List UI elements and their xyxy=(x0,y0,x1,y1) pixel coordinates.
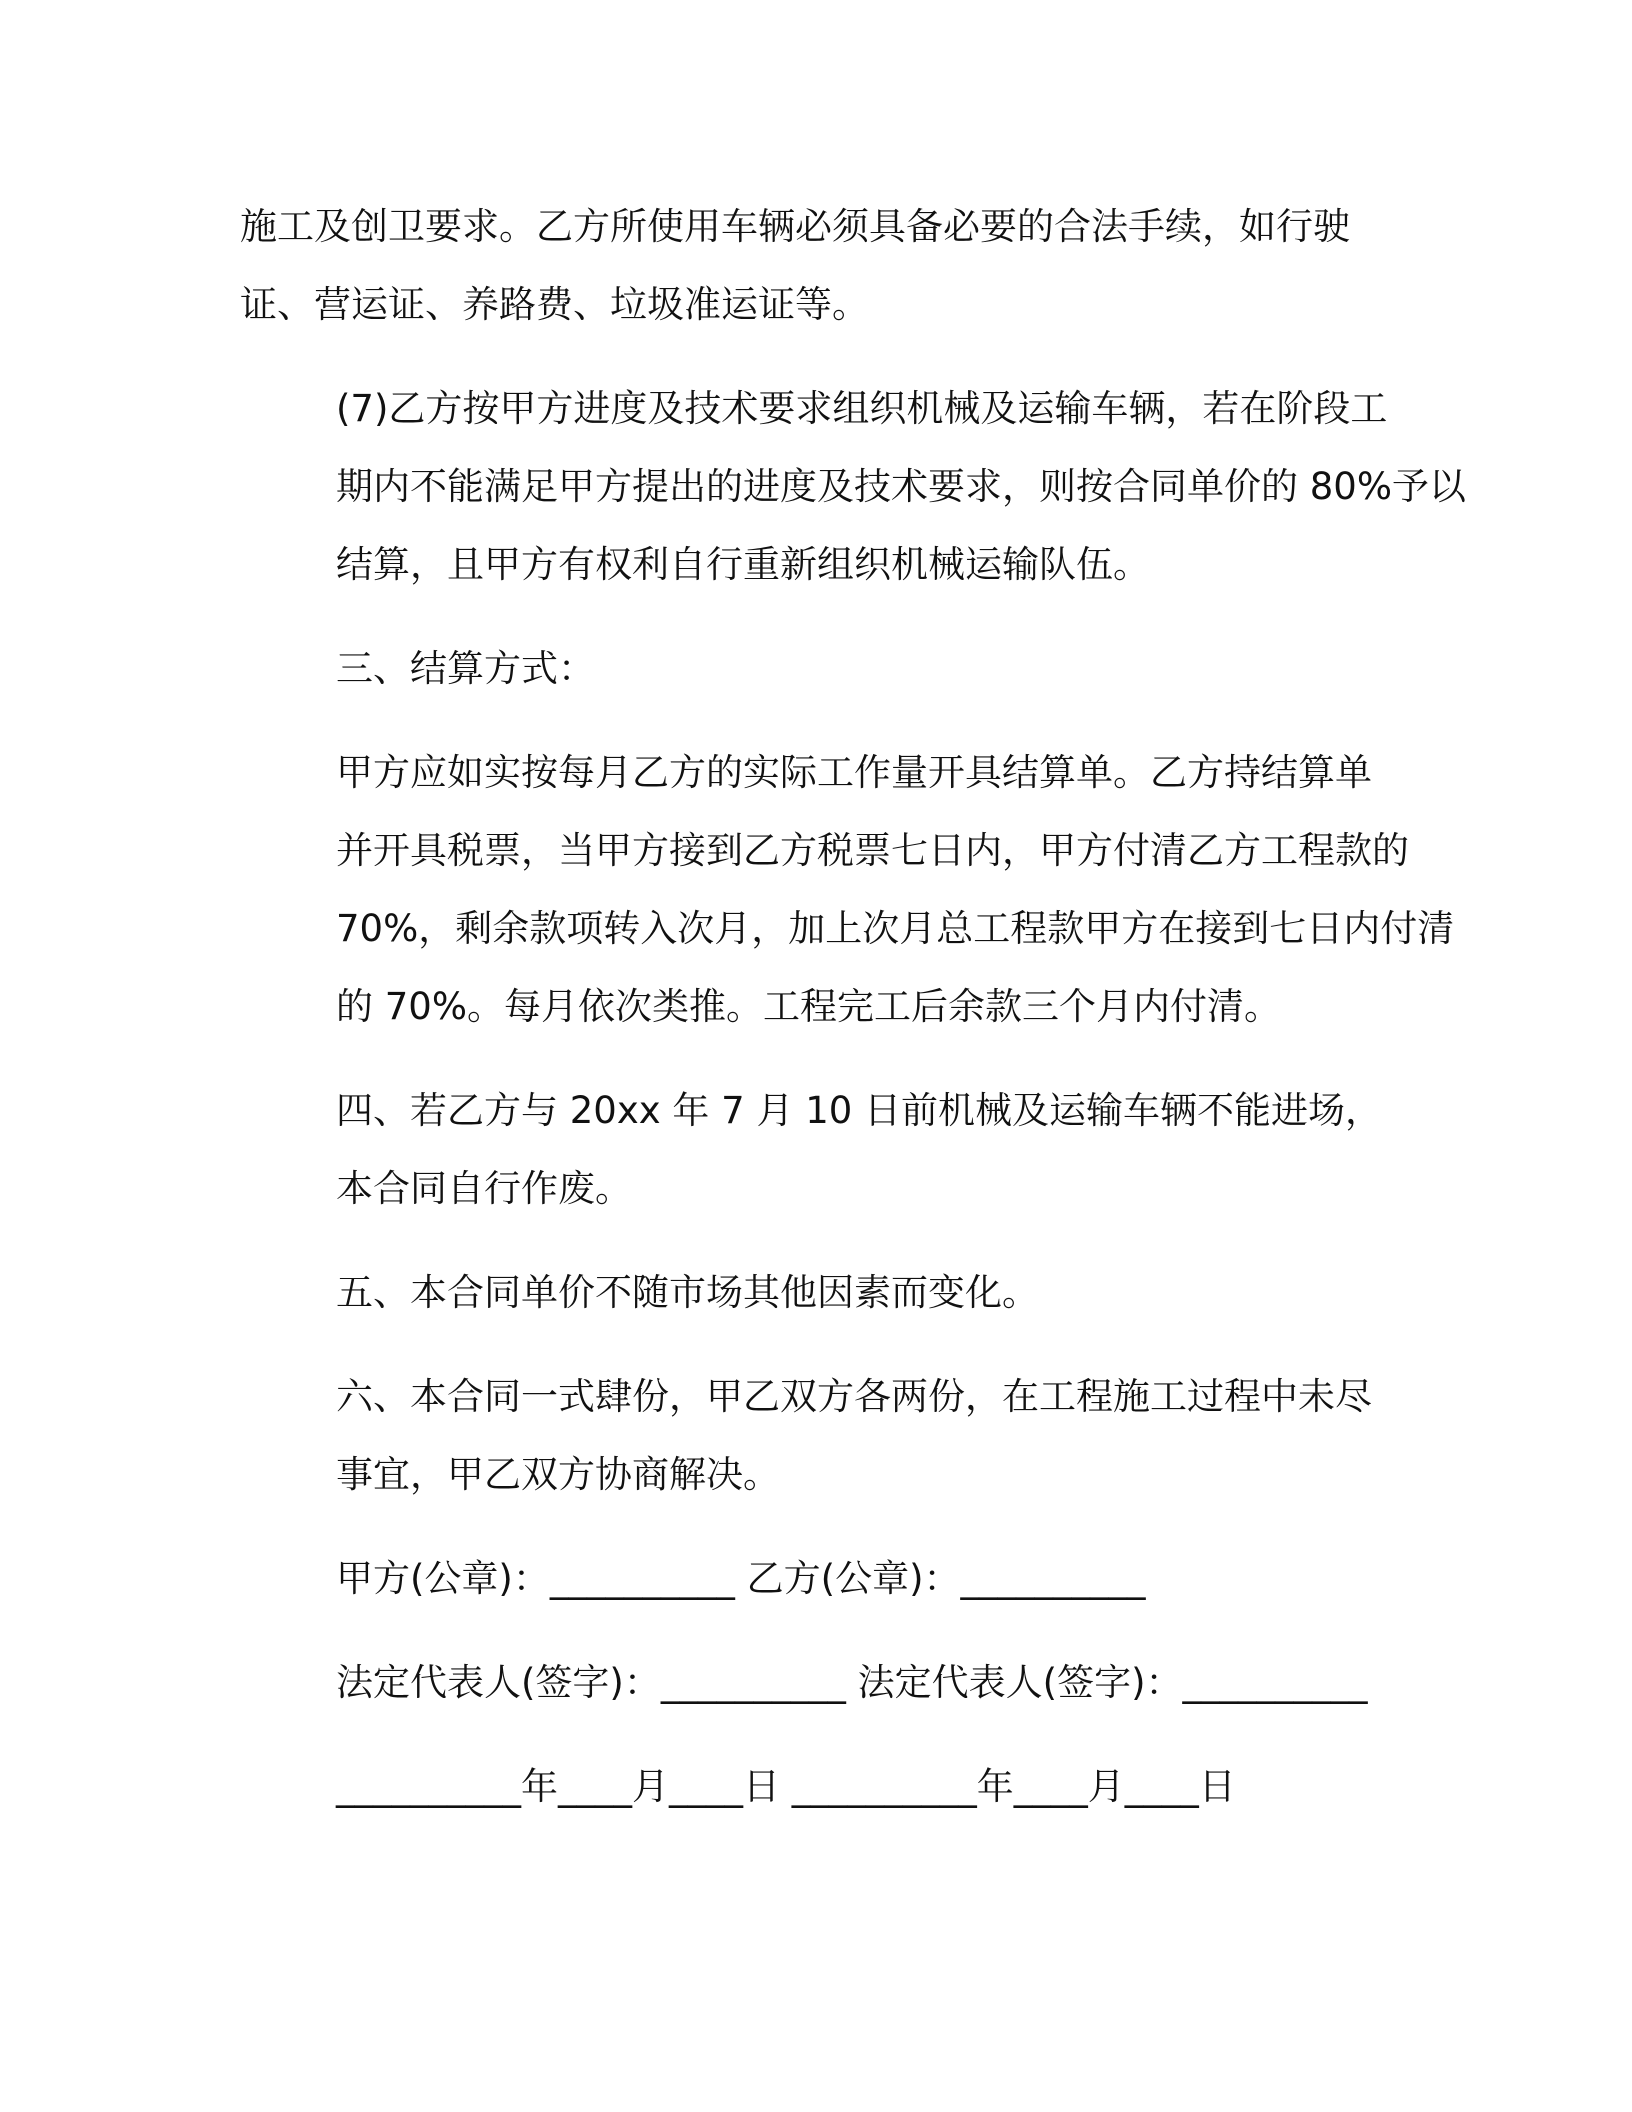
paragraph-item-7 xyxy=(240,370,1466,604)
paragraph-vehicle-requirements xyxy=(240,188,1390,344)
contract-body xyxy=(240,188,1466,1852)
text-line: 的 70%。每月依次类推。工程完工后余款三个月内付清。 xyxy=(336,985,1281,1028)
text-line: 并开具税票，当甲方接到乙方税票七日内，甲方付清乙方工程款的 xyxy=(336,829,1409,872)
text-line: 本合同自行作废。 xyxy=(336,1167,632,1210)
text-line: 70%，剩余款项转入次月，加上次月总工程款甲方在接到七日内付清 xyxy=(336,907,1455,950)
text-line: 五、本合同单价不随市场其他因素而变化。 xyxy=(336,1271,1039,1314)
text-line: 证、营运证、养路费、垃圾准运证等。 xyxy=(240,283,869,326)
text-line: 结算，且甲方有权利自行重新组织机械运输队伍。 xyxy=(336,543,1150,586)
text-line: 四、若乙方与 20xx 年 7 月 10 日前机械及运输车辆不能进场， xyxy=(336,1089,1383,1132)
text-line: 六、本合同一式肆份，甲乙双方各两份，在工程施工过程中未尽 xyxy=(336,1375,1372,1418)
text-line: 三、结算方式： xyxy=(336,647,595,690)
section-heading-settlement xyxy=(240,630,1390,708)
text-line: 施工及创卫要求。乙方所使用车辆必须具备必要的合法手续，如行驶 xyxy=(240,205,1350,248)
signature-representative-line: 法定代表人(签字)：__________ 法定代表人(签字)：__________ xyxy=(336,1661,1368,1704)
text-line: 事宜，甲乙双方协商解决。 xyxy=(336,1453,780,1496)
text-line: (7)乙方按甲方进度及技术要求组织机械及运输车辆，若在阶段工 xyxy=(336,387,1388,430)
paragraph-settlement-terms xyxy=(240,734,1455,1046)
text-line: 期内不能满足甲方提出的进度及技术要求，则按合同单价的 80%予以 xyxy=(336,465,1466,508)
signature-date-line: __________年____月____日 __________年____月____日 xyxy=(336,1765,1236,1808)
clause-six xyxy=(240,1358,1390,1514)
text-line: 甲方应如实按每月乙方的实际工作量开具结算单。乙方持结算单 xyxy=(336,751,1372,794)
clause-five xyxy=(240,1254,1390,1332)
signature-seal-line: 甲方(公章)：__________ 乙方(公章)：__________ xyxy=(336,1557,1146,1600)
clause-four xyxy=(240,1072,1390,1228)
